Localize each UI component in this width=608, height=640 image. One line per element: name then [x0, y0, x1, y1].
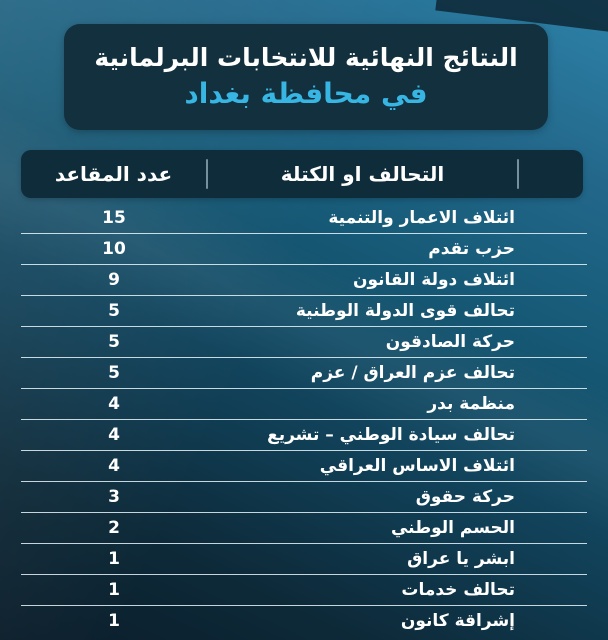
coalition-name: تحالف سيادة الوطني – تشريع — [267, 425, 515, 445]
seat-count: 5 — [108, 363, 120, 383]
table-row — [21, 203, 587, 234]
coalition-name: ابشر يا عراق — [407, 549, 515, 569]
results-table-body — [21, 203, 587, 636]
seat-count: 3 — [108, 487, 120, 507]
header-divider — [517, 159, 519, 189]
seat-count: 15 — [102, 208, 126, 228]
table-row — [21, 389, 587, 420]
seat-count: 5 — [108, 301, 120, 321]
table-row — [21, 451, 587, 482]
coalition-name: منظمة بدر — [427, 394, 515, 414]
table-header-bar — [21, 150, 583, 198]
table-row — [21, 358, 587, 389]
coalition-name: تحالف خدمات — [401, 580, 515, 600]
seat-count: 4 — [108, 394, 120, 414]
table-row — [21, 544, 587, 575]
title-card — [64, 24, 548, 130]
coalition-name: إشراقة كانون — [400, 611, 515, 631]
table-row — [21, 420, 587, 451]
coalition-name: ائتلاف الاعمار والتنمية — [328, 208, 515, 228]
seat-count: 1 — [108, 611, 120, 631]
table-row — [21, 606, 587, 636]
seat-count: 1 — [108, 580, 120, 600]
table-row — [21, 327, 587, 358]
seat-count: 5 — [108, 332, 120, 352]
seat-count: 2 — [108, 518, 120, 538]
page-subtitle: في محافظة بغداد — [184, 76, 428, 110]
coalition-name: حركة الصادقون — [385, 332, 515, 352]
seat-count: 10 — [102, 239, 126, 259]
header-coalition: التحالف او الكتلة — [280, 162, 445, 186]
coalition-name: ائتلاف دولة القانون — [352, 270, 515, 290]
coalition-name: الحسم الوطني — [390, 518, 515, 538]
header-seats: عدد المقاعد — [54, 162, 173, 186]
table-row — [21, 265, 587, 296]
coalition-name: ائتلاف الاساس العراقي — [319, 456, 515, 476]
table-row — [21, 575, 587, 606]
seat-count: 1 — [108, 549, 120, 569]
header-spacer-cell — [519, 150, 583, 198]
seat-count: 9 — [108, 270, 120, 290]
seat-count: 4 — [108, 425, 120, 445]
table-row — [21, 513, 587, 544]
header-divider — [206, 159, 208, 189]
table-row — [21, 296, 587, 327]
table-row — [21, 234, 587, 265]
coalition-name: حزب تقدم — [428, 239, 515, 259]
coalition-name: تحالف عزم العراق / عزم — [310, 363, 515, 383]
seat-count: 4 — [108, 456, 120, 476]
coalition-name: حركة حقوق — [415, 487, 515, 507]
table-row — [21, 482, 587, 513]
coalition-name: تحالف قوى الدولة الوطنية — [295, 301, 515, 321]
page-title: النتائج النهائية للانتخابات البرلمانية — [94, 43, 518, 73]
